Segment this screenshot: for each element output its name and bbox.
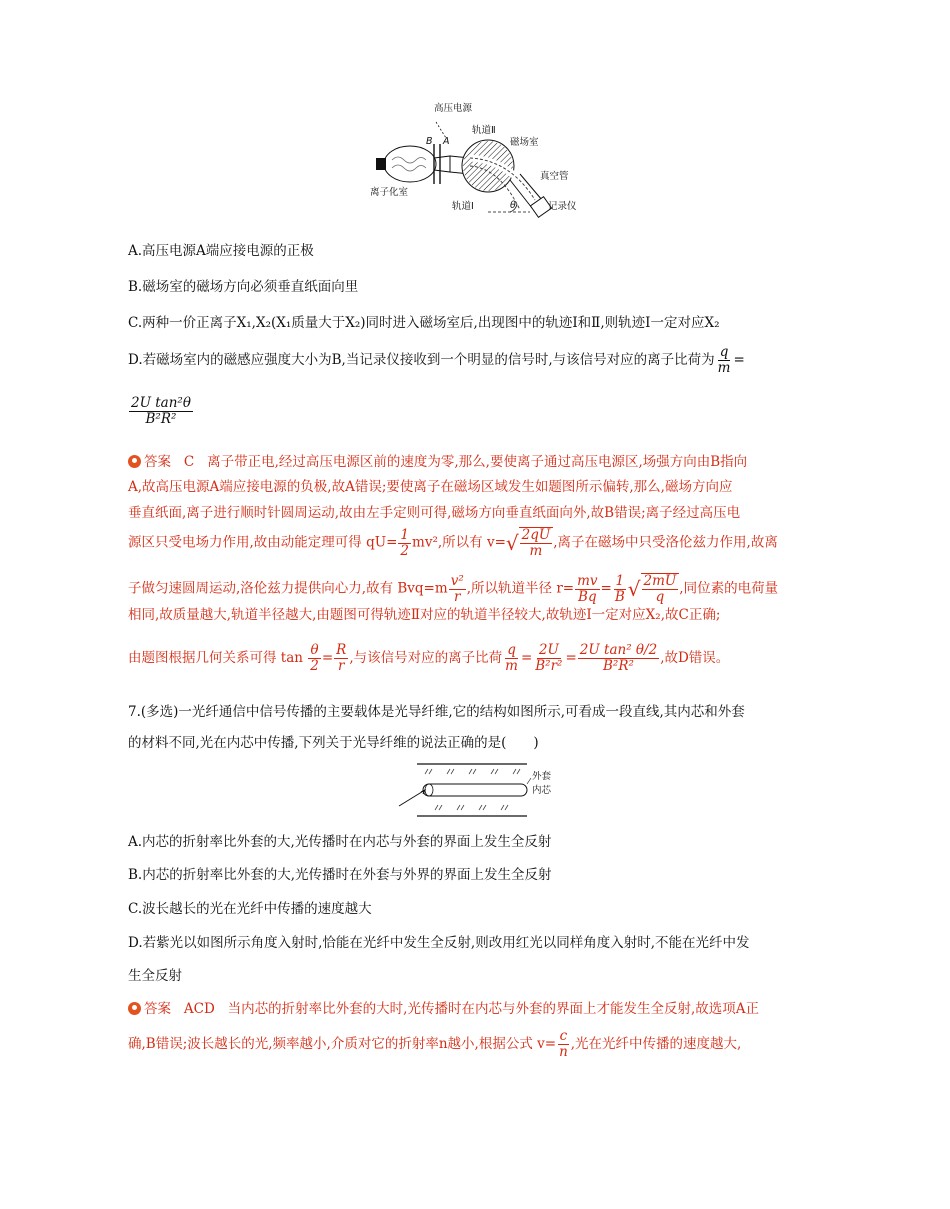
q6-answer-line-4: 源区只受电场力作用,故由动能定理可得 qU= $\frac{1}{2}$ mv²,所以有 v= √ $\frac{2qU}{m}$ ,离子在磁场中只受洛伦兹力作用,故离: [128, 526, 778, 559]
fraction-q-over-m-answer: $\frac{q}{m}$: [505, 642, 518, 674]
q6-option-d-expression: [128, 396, 194, 427]
fraction-2u-tan2theta: $\frac{\text{2U tan²θ}}{\text{B²R²}}$: [131, 395, 191, 427]
label-high-voltage: 高压电源: [434, 103, 473, 114]
q7-stem-line-2: 的材料不同,光在内芯中传播,下列关于光导纤维的说法正确的是( ): [128, 735, 539, 751]
sqrt-2mu-over-q: √ $\frac{2mU}{q}$: [628, 573, 680, 605]
q7-stem-line-1: 7.(多选)一光纤通信中信号传播的主要载体是光导纤维,它的结构如图所示,可看成一段直线,其内芯和外套: [128, 704, 745, 720]
answer-badge-icon: [128, 455, 141, 468]
label-vacuum-tube: 真空管: [540, 171, 569, 182]
fraction-c-over-n: $\frac{c}{n}$: [559, 1028, 568, 1060]
q6-answer-line-2: A,故高压电源A端应接电源的负极,故A错误;要使离子在磁场区域发生如题图所示偏转,那么,磁场方向应: [128, 479, 733, 495]
q7-answer-line-1: 答案 ACD 当内芯的折射率比外套的大时,光传播时在内芯与外套的界面上才能发生全反射,故选项A正: [128, 999, 759, 1019]
fraction-1-over-2: $\frac{1}{2}$: [400, 526, 410, 559]
fraction-theta-over-2: $\frac{\theta}{2}$: [310, 642, 319, 674]
label-recorder: 记录仪: [548, 201, 577, 212]
label-track-2: 轨道Ⅱ: [472, 125, 496, 136]
q7-option-d-line-2: 生全反射: [128, 968, 182, 984]
fraction-q-over-m: $\frac{q}{m}$: [717, 344, 731, 376]
q6-option-c: C.两种一价正离子X₁,X₂(X₁质量大于X₂)同时进入磁场室后,出现图中的轨迹Ⅰ和Ⅱ,则轨迹Ⅰ一定对应X₂: [128, 315, 720, 331]
answer-badge-icon: [128, 1002, 141, 1015]
label-b: B: [426, 136, 433, 147]
q6-option-d: D.若磁场室内的磁感应强度大小为B,当记录仪接收到一个明显的信号时,与该信号对应的离子比荷为 $\frac{q}{m}$ =: [128, 344, 745, 376]
fraction-r-big-over-r: $\frac{R}{r}$: [336, 642, 347, 674]
fraction-v2-over-r: $\frac{\text{v²}}{r}$: [450, 572, 464, 605]
label-inner-core: 内芯: [532, 785, 552, 796]
label-theta: θ: [510, 200, 516, 211]
q7-option-a: A.内芯的折射率比外套的大,光传播时在内芯与外套的界面上发生全反射: [128, 834, 552, 850]
label-magnet-chamber: 磁场室: [510, 137, 539, 148]
q6-answer-line-3: 垂直纸面,离子进行顺时针圆周运动,故由左手定则可得,磁场方向垂直纸面向外,故B错误;离子经过高压电: [128, 505, 741, 521]
mass-spectrometer-figure: [370, 100, 580, 230]
q7-option-d-line-1: D.若紫光以如图所示角度入射时,恰能在光纤中发生全反射,则改用红光以同样角度入射时,不能在光纤中发: [128, 935, 750, 951]
q6-answer-line-1: 答案 C 离子带正电,经过高压电源区前的速度为零,那么,要使离子通过高压电源区,场强方向由B指向: [128, 452, 747, 472]
fraction-1-over-b: $\frac{1}{B}$: [614, 572, 625, 605]
q7-option-b: B.内芯的折射率比外套的大,光传播时在外套与外界的界面上发生全反射: [128, 867, 552, 883]
q7-answer-key: ACD: [183, 1001, 215, 1017]
label-outer-cladding: 外套: [532, 771, 552, 782]
sqrt-2qu-over-m: √ $\frac{2qU}{m}$: [506, 527, 553, 559]
label-a: A: [443, 136, 450, 147]
fraction-2u-tan2-half-theta: $\frac{\text{2U tan² θ/2}}{\text{B²R²}}$: [579, 642, 658, 674]
q6-option-a: A.高压电源A端应接电源的正极: [128, 243, 314, 259]
q6-answer-line-6: 相同,故质量越大,轨道半径越大,由题图可得轨迹Ⅱ对应的轨道半径较大,故轨迹Ⅰ一定对应X₂,故C正确;: [128, 607, 721, 623]
q6-option-d-text: D.若磁场室内的磁感应强度大小为B,当记录仪接收到一个明显的信号时,与该信号对应的离子比荷为: [128, 352, 715, 368]
optical-fiber-figure: [395, 760, 565, 822]
fraction-2u-over-b2r2: $\frac{2U}{\text{B²r²}}$: [535, 642, 563, 674]
q6-answer-line-7: 由题图根据几何关系可得 tan $\frac{\theta}{2}$ = $\frac{R}{r}$ ,与该信号对应的离子比荷 $\frac{q}{m}$ = $\frac{2U}{\text{B²r²}}$ = $\frac{\text{2U tan² θ/2}}{\text{B²R²}}$ ,故D错误。: [128, 642, 730, 674]
q6-option-b: B.磁场室的磁场方向必须垂直纸面向里: [128, 279, 359, 295]
q7-answer-line-2: 确,B错误;波长越长的光,频率越小,介质对它的折射率n越小,根据公式 v= $\frac{c}{n}$ ,光在光纤中传播的速度越大,: [128, 1028, 742, 1060]
q6-answer-line-5: 子做匀速圆周运动,洛伦兹力提供向心力,故有 Bvq=m $\frac{\text{v²}}{r}$ ,所以轨道半径 r= $\frac{mv}{Bq}$ = $\frac{1}{B}$ √ $\frac{2mU}{q}$ ,同位素的电荷量: [128, 572, 779, 605]
fraction-mv-over-bq: $\frac{mv}{Bq}$: [577, 572, 598, 605]
q7-option-c: C.波长越长的光在光纤中传播的速度越大: [128, 901, 372, 917]
label-track-1: 轨道Ⅰ: [452, 201, 474, 212]
q6-answer-key: C: [183, 454, 195, 470]
label-ionization-chamber: 离子化室: [370, 187, 409, 198]
